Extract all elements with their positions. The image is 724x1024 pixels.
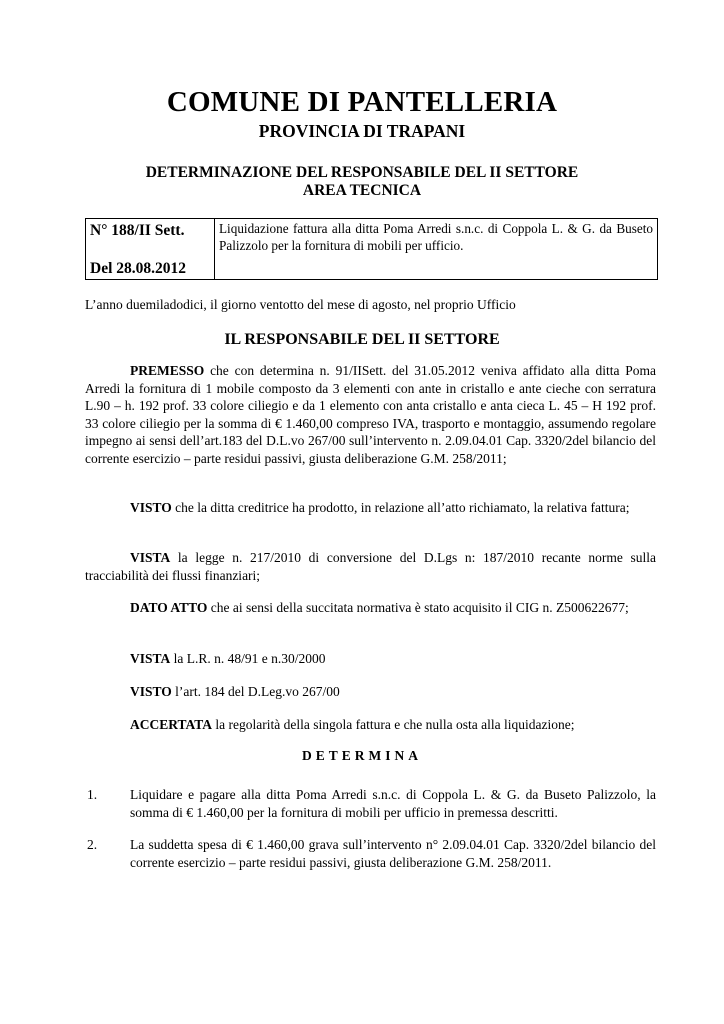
paragraph-dato-atto: [85, 599, 656, 617]
determination-date: Del 28.08.2012: [90, 260, 187, 277]
list-item-text: Liquidare e pagare alla ditta Poma Arredi s.n.c. di Coppola L. & G. da Buseto Palizzolo, la somma di € 1.460,00 per la fornitura di mobili per ufficio in premessa descritti.: [130, 787, 656, 820]
paragraph-premesso: [85, 362, 656, 468]
paragraph-text: la regolarità della singola fattura e che nulla osta alla liquidazione;: [212, 717, 575, 732]
reference-cell: [86, 219, 215, 279]
paragraph-lead: ACCERTATA: [130, 717, 213, 732]
paragraph-text: che ai sensi della succitata normativa è stato acquisito il CIG n. Z500622677;: [207, 600, 629, 615]
list-item-text: La suddetta spesa di € 1.460,00 grava sull’intervento n° 2.09.04.01 Cap. 3320/2del bilancio del corrente esercizio – parte residui passivi, giusta deliberazione G.M. 258/2011.: [130, 837, 656, 870]
determina-heading: DETERMINA: [301, 748, 422, 763]
subject-cell: Liquidazione fattura alla ditta Poma Arredi s.n.c. di Coppola L. & G. da Buseto Palizzolo per la fornitura di mobili per ufficio.: [219, 221, 653, 253]
paragraph-lead: VISTA: [130, 651, 171, 666]
paragraph-visto-fattura: [85, 499, 656, 517]
paragraph-text: che la ditta creditrice ha prodotto, in relazione all’atto richiamato, la relativa fattura;: [171, 500, 630, 515]
paragraph-text: l’art. 184 del D.Leg.vo 267/00: [171, 684, 340, 699]
reference-box: [85, 218, 658, 280]
section-title: IL RESPONSABILE DEL II SETTORE: [224, 331, 500, 348]
paragraph-lead: VISTA: [130, 550, 171, 565]
paragraph-lead: DATO ATTO: [130, 600, 208, 615]
determination-heading: DETERMINAZIONE DEL RESPONSABILE DEL II SETTORE: [145, 164, 579, 181]
determination-number: N° 188/II Sett.: [90, 222, 185, 239]
paragraph-accertata: [85, 716, 656, 734]
paragraph-text: che con determina n. 91/IISett. del 31.05.2012 veniva affidato alla ditta Poma Arredi la fornitura di 1 mobile composto da 3 elementi con ante in cristallo e ante cieche con serratura L.90 – h. 192 prof. 33 colore ciliegio e da 1 elemento con anta cristallo e anta cieca L. 45 – H 192 prof. 33 colore ciliegio per la somma di € 1.460,00 compreso IVA, trasporto e montaggio, assumendo regolare impegno ai sensi dell’art.183 del D.L.vo 267/00 sull’intervento n. 2.09.04.01 Cap. 3320/2del bilancio del corrente esercizio – parte residui passivi, giusta deliberazione G.M. 258/2011;: [85, 363, 656, 466]
paragraph-lead: VISTO: [130, 684, 172, 699]
province-title: PROVINCIA DI TRAPANI: [258, 121, 466, 141]
area-heading: AREA TECNICA: [302, 182, 422, 199]
list-item-number: 2.: [87, 837, 98, 852]
paragraph-lead: VISTO: [130, 500, 172, 515]
list-item-number: 1.: [87, 787, 98, 802]
municipality-title: COMUNE DI PANTELLERIA: [166, 86, 558, 118]
paragraph-text: la legge n. 217/2010 di conversione del D.Lgs n: 187/2010 recante norme sulla tracciabilità dei flussi finanziari;: [85, 550, 656, 583]
paragraph-text: la L.R. n. 48/91 e n.30/2000: [170, 651, 326, 666]
paragraph-lead: PREMESSO: [130, 363, 205, 378]
paragraph-vista-lr: [85, 650, 656, 668]
intro-line: L’anno duemiladodici, il giorno ventotto del mese di agosto, nel proprio Ufficio: [85, 297, 516, 312]
paragraph-visto-art: [85, 683, 656, 701]
paragraph-vista-legge: [85, 549, 656, 584]
